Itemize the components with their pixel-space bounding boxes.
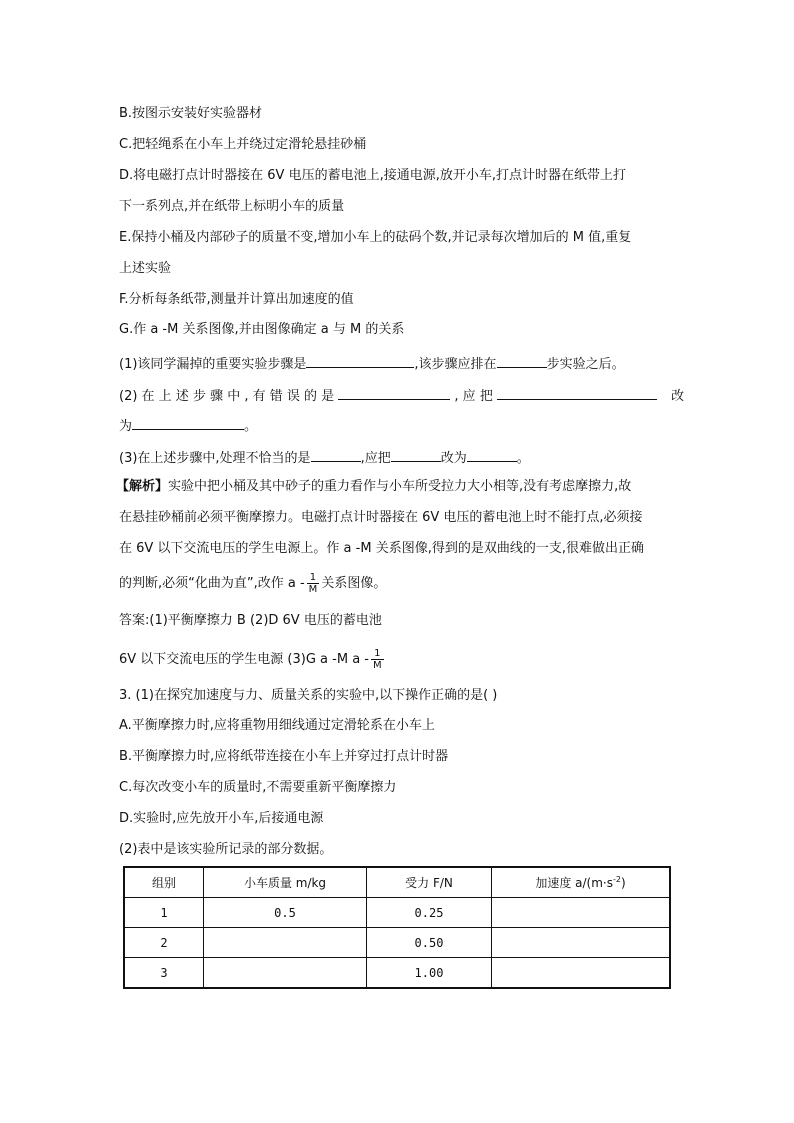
q1-text-a: (1)该同学漏掉的重要实验步骤是 (119, 357, 307, 372)
cell-group: 3 (124, 958, 204, 989)
step-e-line2: 上述实验 (119, 261, 172, 276)
q3-option-b: B.平衡摩擦力时,应将纸带连接在小车上并穿过打点计时器 (119, 749, 449, 764)
answer-fraction-numerator: 1 (371, 648, 384, 660)
q1-text-c: 步实验之后。 (546, 357, 625, 372)
q3-text-d: 。 (516, 451, 530, 466)
cell-mass: 0.5 (204, 898, 367, 928)
question-3 (119, 446, 530, 469)
q2-blank-1[interactable] (338, 384, 450, 400)
answer-line2 (119, 648, 386, 671)
header-mass: 小车质量 m/kg (204, 867, 367, 898)
cell-acceleration[interactable] (492, 898, 671, 928)
q3-blank-3[interactable] (467, 446, 517, 462)
table-row (124, 898, 670, 928)
analysis-tag: 【解析】 (116, 479, 169, 494)
q2-text-d: 为 (119, 419, 133, 434)
step-f: F.分析每条纸带,测量并计算出加速度的值 (119, 292, 354, 307)
analysis-text-4b: 关系图像。 (321, 576, 387, 591)
q3-option-c: C.每次改变小车的质量时,不需要重新平衡摩擦力 (119, 780, 397, 795)
analysis-line4 (119, 572, 386, 595)
analysis-line3: 在 6V 以下交流电压的学生电源上。作 a -M 关系图像,得到的是双曲线的一支,很难做出正确 (119, 541, 644, 556)
question-1 (119, 352, 625, 375)
analysis-text-4a: 的判断,必须“化曲为直”,改作 a - (119, 576, 305, 591)
answer-fraction-denominator: M (372, 660, 382, 671)
analysis-line1 (116, 477, 631, 497)
cell-group: 1 (124, 898, 204, 928)
q2-text-b: , 应 把 (454, 389, 493, 404)
cell-acceleration[interactable] (492, 958, 671, 989)
table-row (124, 958, 670, 989)
step-c: C.把轻绳系在小车上并绕过定滑轮悬挂砂桶 (119, 137, 367, 152)
q3-option-d: D.实验时,应先放开小车,后接通电源 (119, 811, 324, 826)
q3-part-2: (2)表中是该实验所记录的部分数据。 (119, 842, 333, 857)
q3-blank-1[interactable] (311, 446, 361, 462)
step-d-line1: D.将电磁打点计时器接在 6V 电压的蓄电池上,接通电源,放开小车,打点计时器在纸带上打 (119, 168, 626, 183)
q3-blank-2[interactable] (391, 446, 441, 462)
answer-line1: 答案:(1)平衡摩擦力 B (2)D 6V 电压的蓄电池 (119, 613, 382, 628)
table-header-row (124, 867, 670, 898)
header-group: 组别 (124, 867, 204, 898)
question-2-line1 (119, 384, 684, 407)
fraction-one-over-m (307, 572, 320, 595)
q2-text-a: (2) 在 上 述 步 骤 中 , 有 错 误 的 是 (119, 389, 335, 404)
analysis-text-1: 实验中把小桶及其中砂子的重力看作与小车所受拉力大小相等,没有考虑摩擦力,故 (168, 479, 632, 494)
cell-force: 1.00 (367, 958, 492, 989)
q2-text-e: 。 (244, 419, 258, 434)
q3-text-c: 改为 (440, 451, 467, 466)
q1-blank-1[interactable] (306, 352, 414, 368)
question-2-line2 (119, 414, 257, 437)
q2-blank-2[interactable] (497, 384, 657, 400)
answer-fraction (371, 648, 384, 671)
table-row (124, 928, 670, 958)
step-d-line2: 下一系列点,并在纸带上标明小车的质量 (119, 199, 345, 214)
q2-text-c: 改 (671, 389, 685, 404)
q3-text-b: ,应把 (360, 451, 391, 466)
q2-blank-3[interactable] (132, 414, 244, 430)
q3-title: 3. (1)在探究加速度与力、质量关系的实验中,以下操作正确的是( ) (119, 688, 498, 703)
header-force: 受力 F/N (367, 867, 492, 898)
q3-text-a: (3)在上述步骤中,处理不恰当的是 (119, 451, 311, 466)
fraction-numerator: 1 (307, 572, 320, 584)
fraction-denominator: M (308, 584, 318, 595)
step-g: G.作 a -M 关系图像,并由图像确定 a 与 M 的关系 (119, 322, 405, 337)
cell-force: 0.25 (367, 898, 492, 928)
cell-mass[interactable] (204, 958, 367, 989)
step-b: B.按图示安装好实验器材 (119, 106, 263, 121)
cell-force: 0.50 (367, 928, 492, 958)
q3-option-a: A.平衡摩擦力时,应将重物用细线通过定滑轮系在小车上 (119, 718, 435, 733)
q1-text-b: ,该步骤应排在 (414, 357, 497, 372)
cell-acceleration[interactable] (492, 928, 671, 958)
cell-group: 2 (124, 928, 204, 958)
q1-blank-2[interactable] (497, 352, 547, 368)
analysis-line2: 在悬挂砂桶前必须平衡摩擦力。电磁打点计时器接在 6V 电压的蓄电池上时不能打点,必须接 (119, 510, 643, 525)
answer-text-2: 6V 以下交流电压的学生电源 (3)G a -M a - (119, 652, 369, 667)
cell-mass[interactable] (204, 928, 367, 958)
step-e-line1: E.保持小桶及内部砂子的质量不变,增加小车上的砝码个数,并记录每次增加后的 M 值,重复 (119, 230, 632, 245)
data-table (123, 866, 671, 989)
header-acceleration: 加速度 $a/(m\cdot s^{-2})$ (492, 867, 671, 898)
